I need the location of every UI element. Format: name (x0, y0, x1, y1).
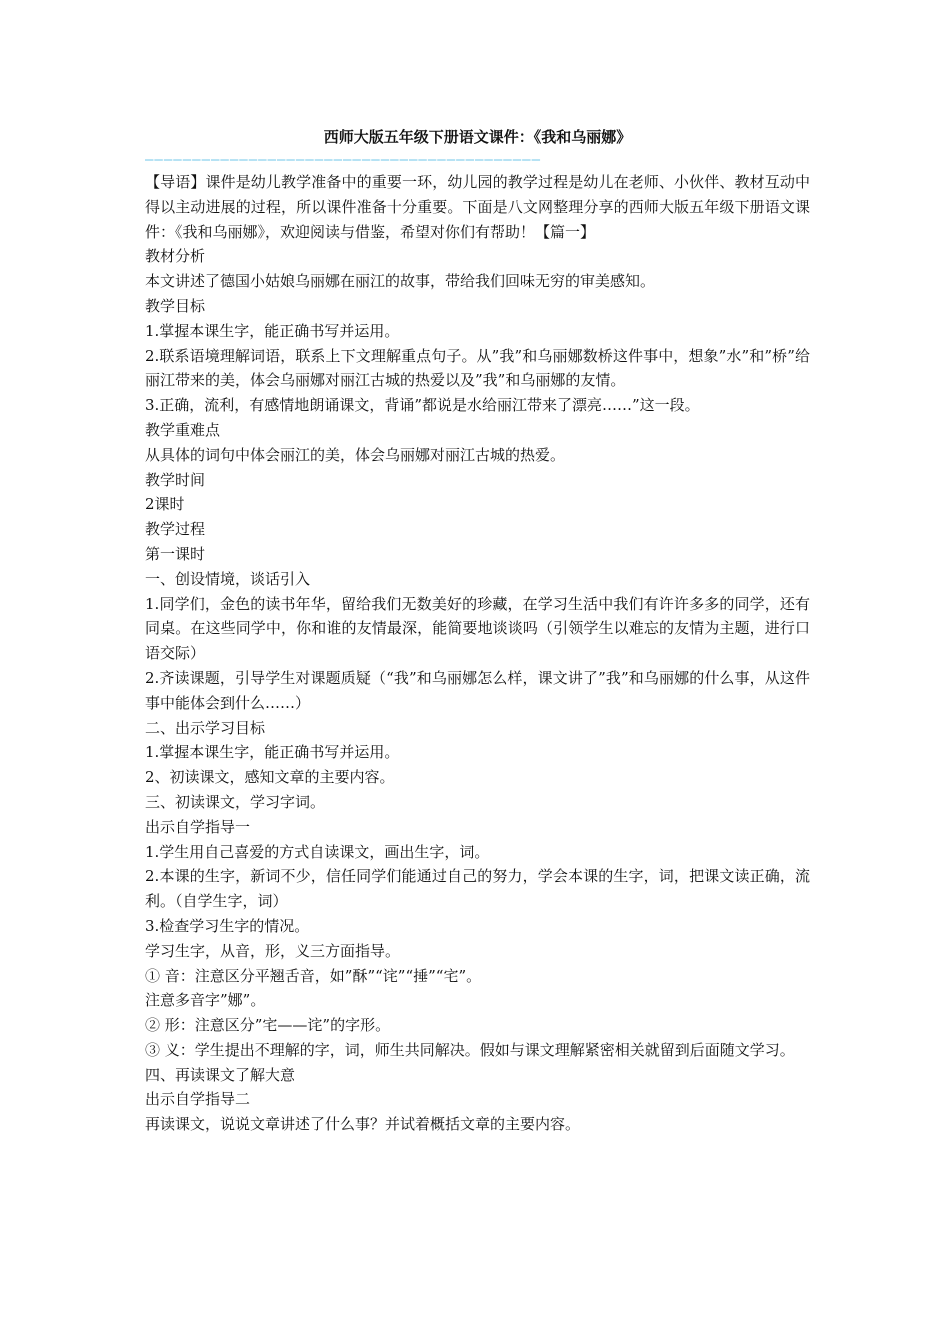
list-item: 2、初读课文，感知文章的主要内容。 (145, 768, 395, 787)
section-heading: 教学重难点 (145, 420, 221, 439)
document-page (145, 124, 810, 1137)
list-item: 2.齐读课题，引导学生对课题质疑（“我”和乌丽娜怎么样，课文讲了”我”和乌丽娜的什么事，从这件事中能体会到什么……） (145, 668, 810, 712)
section-heading: 出示自学指导一 (145, 817, 251, 836)
body-paragraph: 学习生字，从音，形，义三方面指导。 (145, 941, 401, 960)
intro-paragraph: 【导语】课件是幼儿教学准备中的重要一环，幼儿园的教学过程是幼儿在老师、小伙伴、教材互动中得以主动进展的过程，所以课件准备十分重要。下面是八文网整理分享的西师大版五年级下册语文课件：《我和乌丽娜》，欢迎阅读与借鉴，希望对你们有帮助！【篇一】 (145, 173, 810, 241)
section-heading: 第一课时 (145, 544, 206, 563)
section-heading: 教学目标 (145, 296, 206, 315)
body-paragraph: 从具体的词句中体会丽江的美，体会乌丽娜对丽江古城的热爱。 (145, 445, 566, 464)
section-heading: 一、创设情境，谈话引入 (145, 569, 311, 588)
section-heading: 三、初读课文，学习字词。 (145, 792, 326, 811)
title-divider: —————————————————————————————————————————— (145, 152, 542, 168)
section-heading: 出示自学指导二 (145, 1090, 251, 1109)
section-heading: 四、再读课文了解大意 (145, 1065, 296, 1084)
body-paragraph: 本文讲述了德国小姑娘乌丽娜在丽江的故事，带给我们回味无穷的审美感知。 (145, 272, 656, 291)
body-paragraph: 2课时 (145, 495, 185, 514)
list-item: ③ 义：学生提出不理解的字，词，师生共同解决。假如与课文理解紧密相关就留到后面随文学习。 (145, 1040, 795, 1059)
section-heading: 教材分析 (145, 247, 206, 266)
section-heading: 教学过程 (145, 520, 206, 539)
list-item: 1.同学们，金色的读书年华，留给我们无数美好的珍藏，在学习生活中我们有许许多多的同学，还有同桌。在这些同学中，你和谁的友情最深，能简要地谈谈吗（引领学生以难忘的友情为主题，进行口语交际） (145, 594, 810, 663)
document-body (145, 170, 810, 1137)
list-item: 1.掌握本课生字，能正确书写并运用。 (145, 743, 400, 762)
list-item: 1.学生用自己喜爱的方式自读课文，画出生字，词。 (145, 842, 490, 861)
list-item: 1.掌握本课生字，能正确书写并运用。 (145, 321, 400, 340)
section-heading: 二、出示学习目标 (145, 718, 266, 737)
body-paragraph: 再读课文，说说文章讲述了什么事？并试着概括文章的主要内容。 (145, 1115, 581, 1134)
body-paragraph: 注意多音字”娜”。 (145, 991, 266, 1010)
list-item: ② 形：注意区分”宅——诧”的字形。 (145, 1016, 391, 1035)
document-title: 西师大版五年级下册语文课件：《我和乌丽娜》 (323, 128, 632, 146)
list-item: 3.正确，流利，有感情地朗诵课文，背诵”都说是水给丽江带来了漂亮……”这一段。 (145, 396, 700, 415)
list-item: ① 音：注意区分平翘舌音，如”酥”“诧”“捶”“宅”。 (145, 966, 482, 985)
section-heading: 教学时间 (145, 470, 206, 489)
list-item: 2.联系语境理解词语，联系上下文理解重点句子。从”我”和乌丽娜数桥这件事中，想象”水”和”桥”给丽江带来的美，体会乌丽娜对丽江古城的热爱以及”我”和乌丽娜的友情。 (145, 346, 810, 390)
list-item: 3.检查学习生字的情况。 (145, 916, 310, 935)
list-item: 2.本课的生字，新词不少，信任同学们能通过自己的努力，学会本课的生字，词，把课文读正确，流利。（自学生字，词） (145, 867, 810, 911)
